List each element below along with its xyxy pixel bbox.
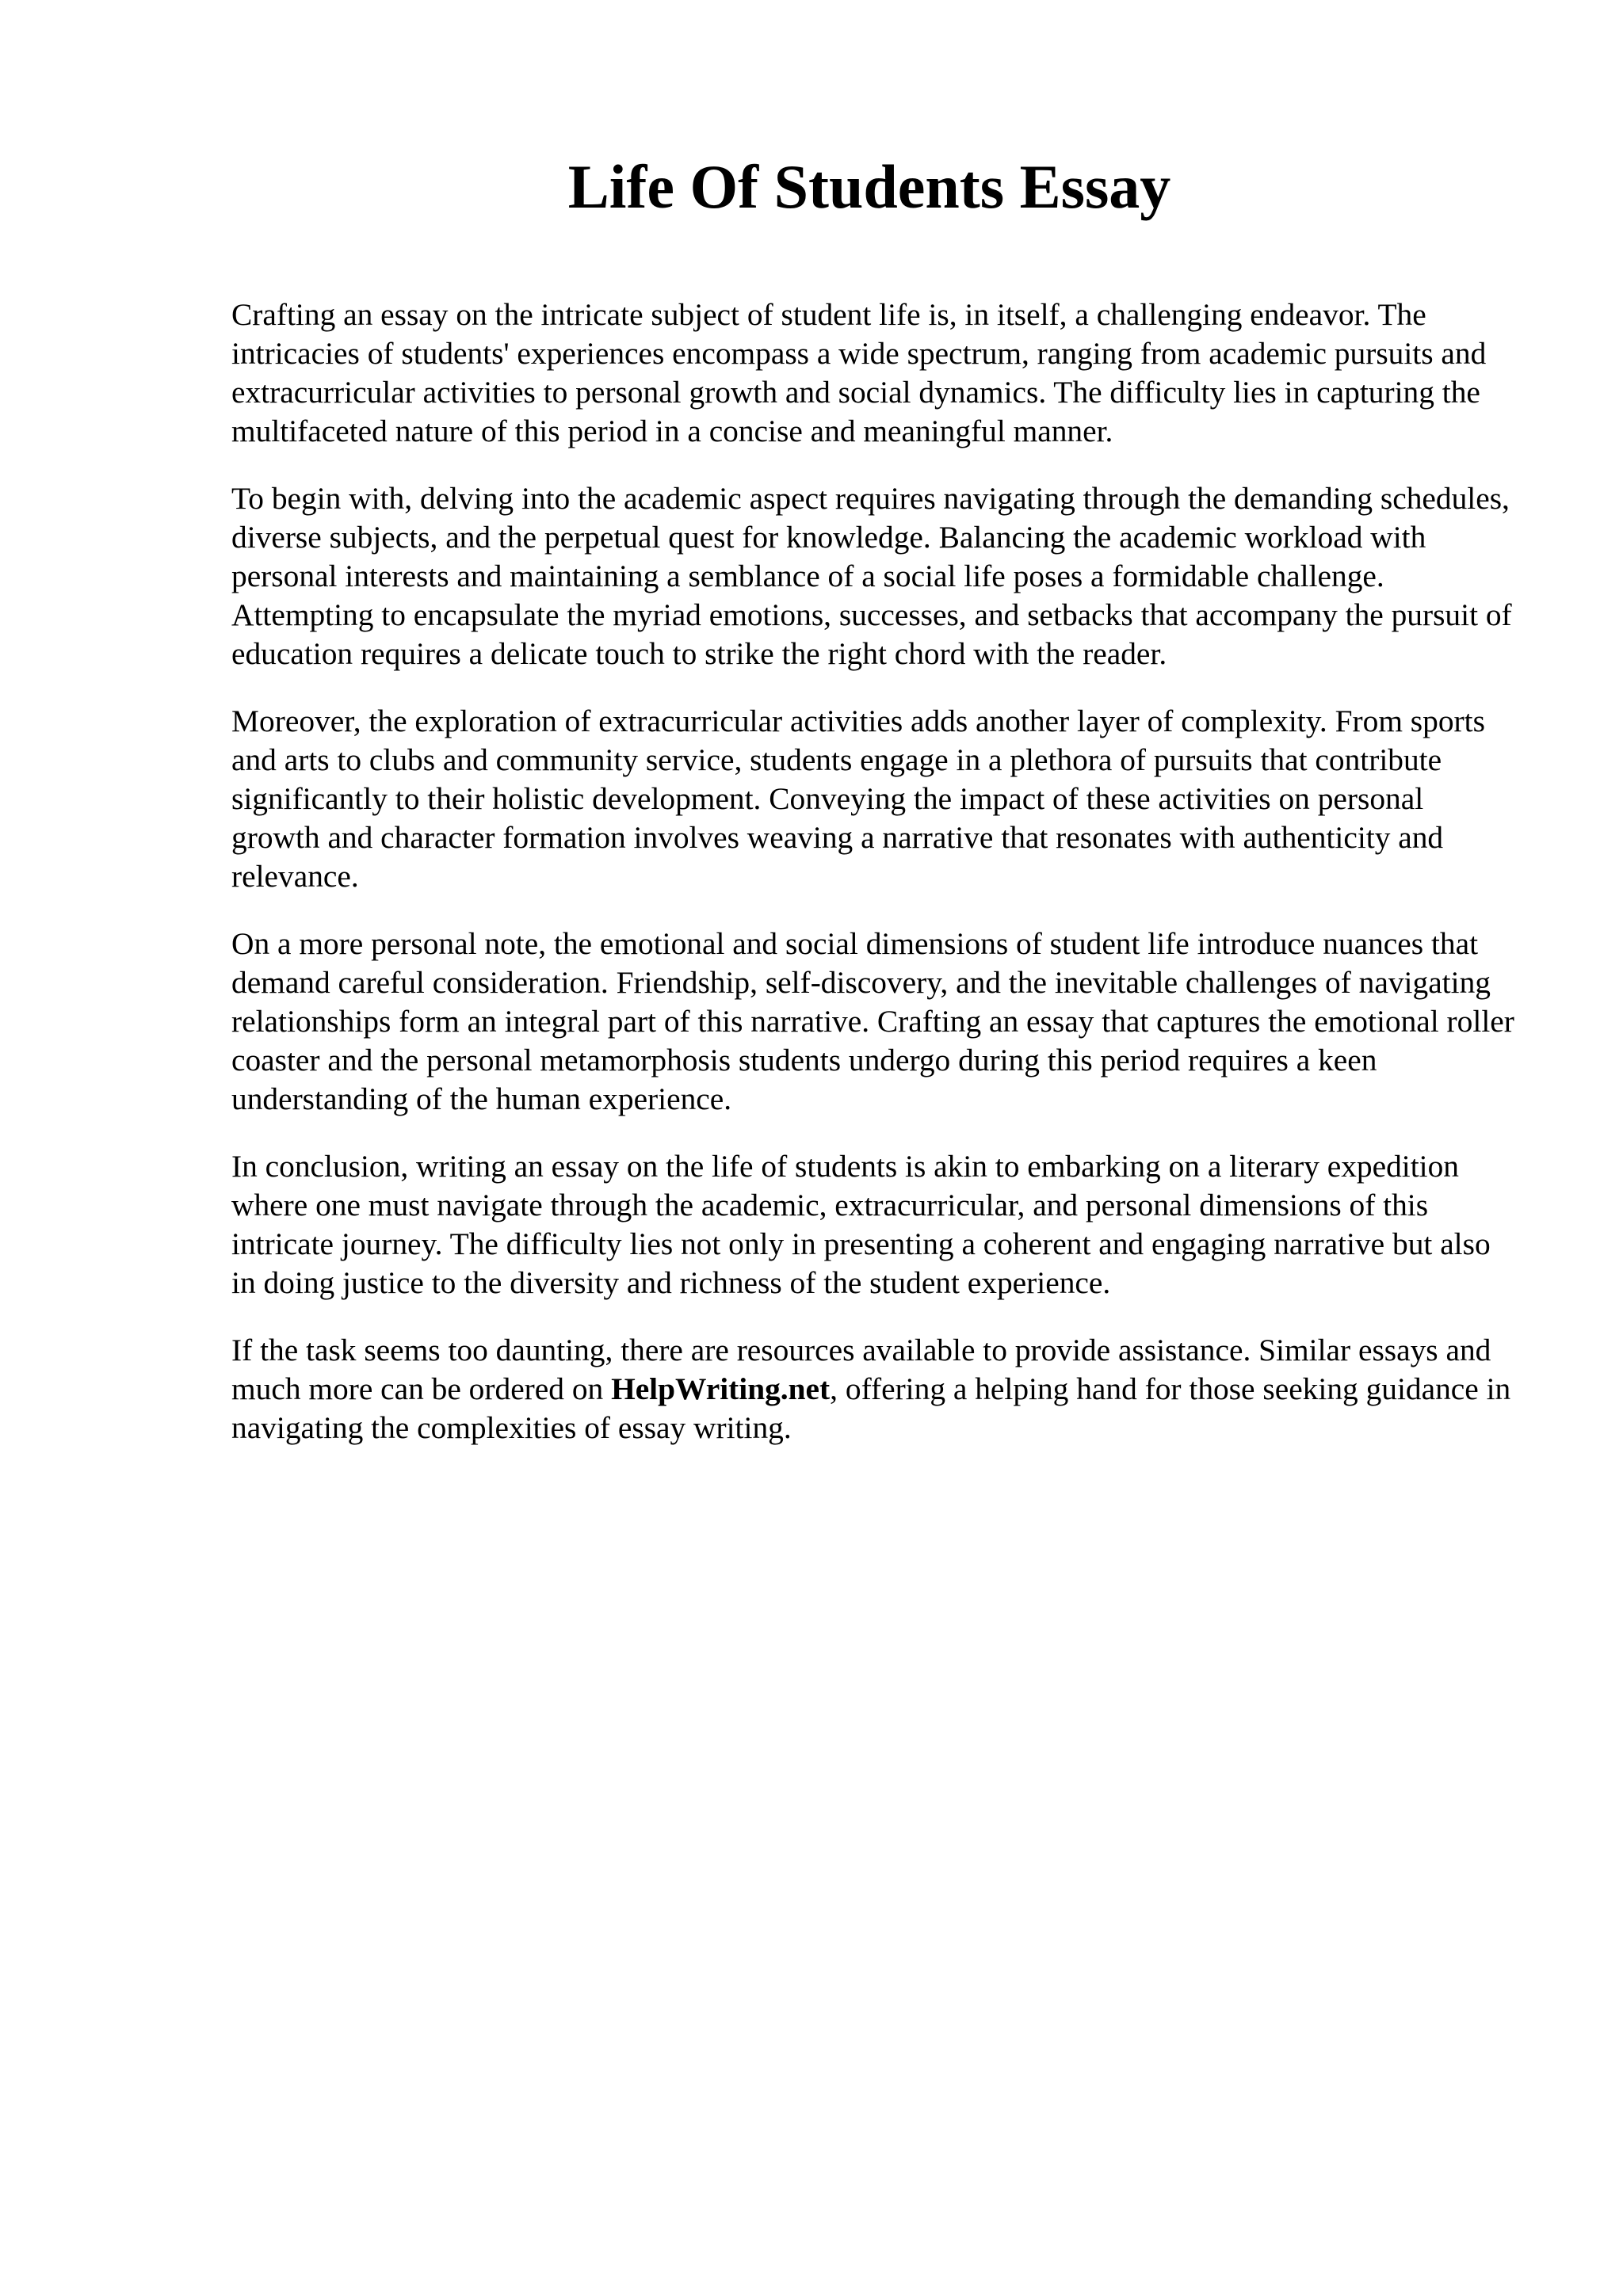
paragraph-intro: Crafting an essay on the intricate subject of student life is, in itself, a challenging endeavor. The intricacies of students' experiences encompass a wide spectrum, ranging from academic pursuits and extracurricular activities to personal growth and social dynamics. The difficulty lies in capturing the multifaceted nature of this period in a concise and meaningful manner. xyxy=(231,297,1487,448)
resources-text-before-link: If the task seems too daunting, there are resources available to provide assistance. Similar essays and much more can be ordered on xyxy=(231,1333,1491,1406)
paragraph-resources xyxy=(231,1331,1515,1447)
paragraph-academic: To begin with, delving into the academic aspect requires navigating through the demanding schedules, diverse subjects, and the perpetual quest for knowledge. Balancing the academic workload with personal interests and maintaining a semblance of a social life poses a formidable challenge. Attempting to encapsulate the myriad emotions, successes, and setbacks that accompany the pursuit of education requires a delicate touch to strike the right chord with the reader. xyxy=(231,481,1512,671)
paragraph-conclusion: In conclusion, writing an essay on the life of students is akin to embarking on a literary expedition where one must navigate through the academic, extracurricular, and personal dimensions of this intricate journey. The difficulty lies not only in presenting a coherent and engaging narrative but also in doing justice to the diversity and richness of the student experience. xyxy=(231,1149,1491,1300)
resources-text-after-link: , offering a helping hand for those seeking guidance in navigating the complexities of essay writing. xyxy=(231,1371,1511,1445)
helpwriting-link[interactable]: HelpWriting.net xyxy=(611,1371,831,1406)
essay-body xyxy=(231,296,1515,1476)
paragraph-extracurricular: Moreover, the exploration of extracurricular activities adds another layer of complexity. From sports and arts to clubs and community service, students engage in a plethora of pursuits that contribute significantly to their holistic development. Conveying the impact of these activities on personal growth and character formation involves weaving a narrative that resonates with authenticity and relevance. xyxy=(231,704,1485,894)
document-title: Life Of Students Essay xyxy=(567,152,1171,221)
paragraph-personal: On a more personal note, the emotional and social dimensions of student life introduce nuances that demand careful consideration. Friendship, self-discovery, and the inevitable challenges of navigating relationships form an integral part of this narrative. Crafting an essay that captures the emotional roller coaster and the personal metamorphosis students undergo during this period requires a keen understanding of the human experience. xyxy=(231,926,1514,1116)
